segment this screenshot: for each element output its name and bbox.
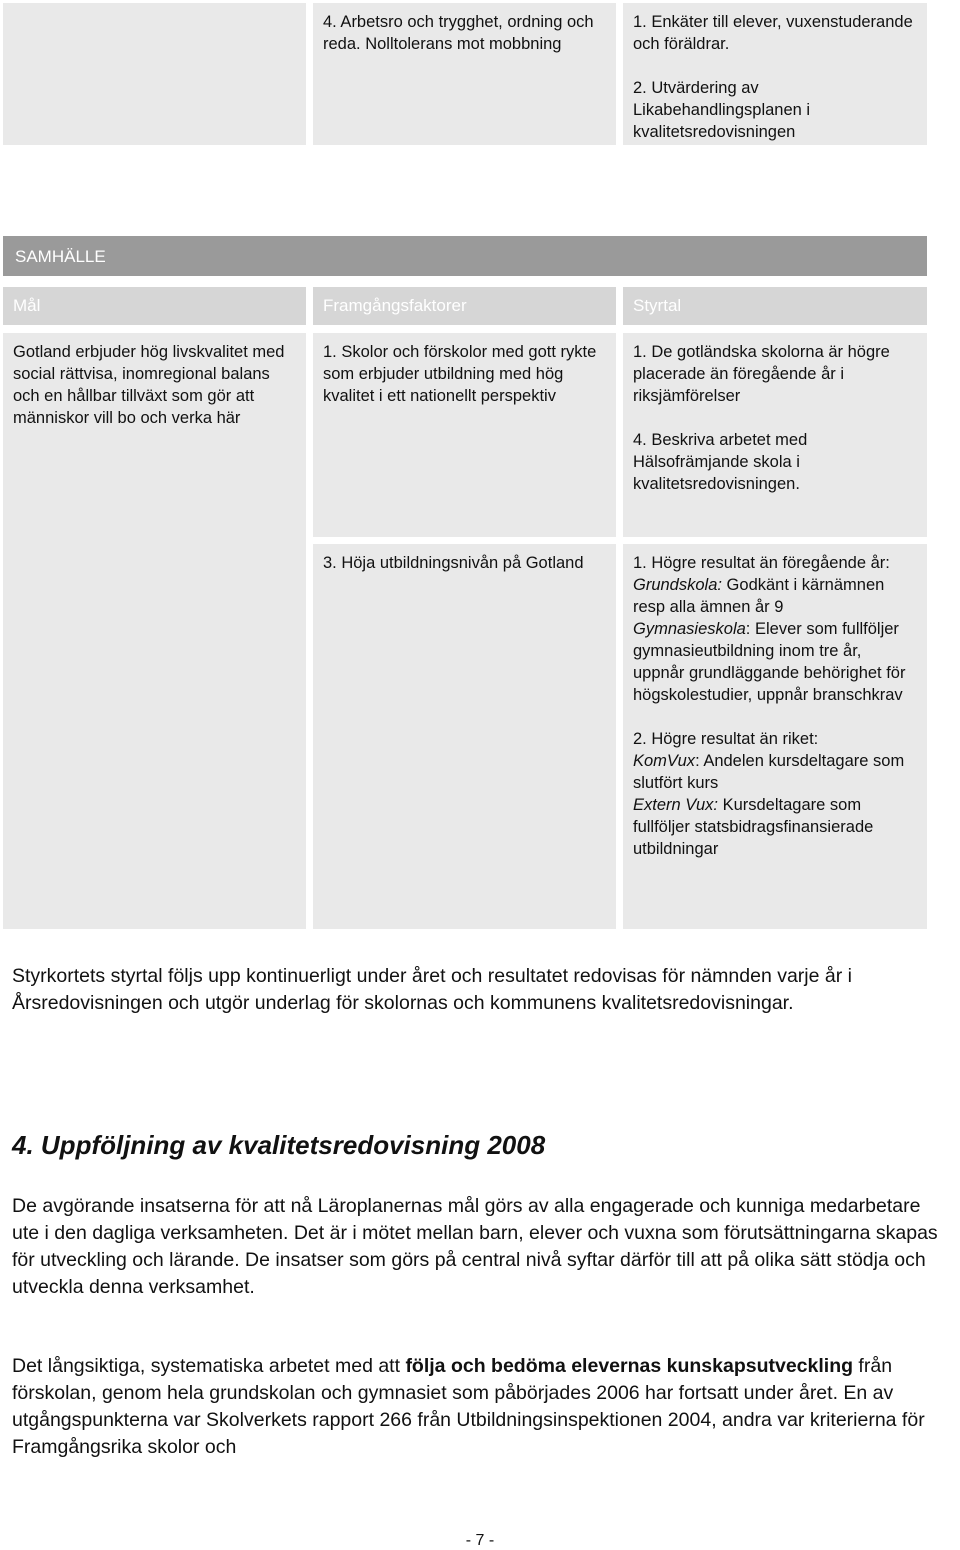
row2-s2-komvux-text: : Andelen kursdeltagare som slutfört kurs (633, 752, 905, 792)
header-styrtal-label: Styrtal (633, 296, 682, 315)
header-mal-label: Mål (13, 296, 41, 315)
top-row-cell-3 (623, 3, 927, 145)
row2-s1-gymnasieskola-text: : Elever som fullföljer gymnasieutbildning inom tre år, uppnår grundläggande behörighet för högskolestudier, uppnår branschkrav (633, 620, 906, 704)
row2-styrtal-cell (623, 544, 927, 929)
row1-styrtal-cell (623, 333, 927, 537)
row1-styrtal-1: 1. De gotländska skolorna är högre placerade än föregående år i riksjämförelser (633, 343, 890, 405)
row2-s1-title: 1. Högre resultat än föregående år: (633, 554, 890, 572)
section-bar-samhalle (3, 236, 927, 276)
header-framgang-label: Framgångsfaktorer (323, 296, 467, 315)
row2-s1-grundskola (633, 574, 917, 618)
top-row-styrtal-1: 1. Enkäter till elever, vuxenstuderande och föräldrar. (633, 13, 913, 53)
paragraph-styrkort (12, 963, 952, 1017)
section-4-heading: 4. Uppföljning av kvalitetsredovisning 2008 (12, 1130, 546, 1160)
row2-s2-externvux (633, 794, 917, 860)
paragraph-insatser-text: De avgörande insatserna för att nå Läroplanernas mål görs av alla engagerade och kunniga medarbetare ute i den dagliga verksamheten. Det är i mötet mellan barn, elever och vuxna som förutsättningarna skapas för utveckling och lärande. De insatser som görs på central nivå syftar därför till att på olika sätt stödja och utveckla denna verksamhet. (12, 1195, 938, 1298)
row2-s2-externvux-text: Kursdeltagare som fullföljer statsbidragsfinansierade utbildningar (633, 796, 874, 858)
row1-factor-cell (313, 333, 616, 537)
row1-styrtal-2: 4. Beskriva arbetet med Hälsofrämjande skola i kvalitetsredovisningen. (633, 431, 808, 493)
row2-s2-komvux (633, 750, 917, 794)
paragraph-insatser (12, 1193, 952, 1301)
paragraph-langsiktiga-bold: följa och bedöma elevernas kunskapsutveckling (405, 1355, 854, 1377)
section-bar-label: SAMHÄLLE (15, 247, 106, 266)
row2-s2-title: 2. Högre resultat än riket: (633, 730, 819, 748)
paragraph-langsiktiga (12, 1353, 952, 1461)
row1-factor-text: 1. Skolor och förskolor med gott rykte som erbjuder utbildning med hög kvalitet i ett nationellt perspektiv (323, 343, 597, 405)
header-mal (3, 287, 306, 325)
row2-s2-komvux-label: KomVux (633, 752, 696, 770)
row2-s1-gymnasieskola-label: Gymnasieskola (633, 620, 746, 638)
row2-s1-gymnasieskola (633, 618, 917, 706)
row2-factor-text: 3. Höja utbildningsnivån på Gotland (323, 554, 584, 572)
top-row-factor-text: 4. Arbetsro och trygghet, ordning och reda. Nolltolerans mot mobbning (323, 13, 594, 53)
top-row-cell-2 (313, 3, 616, 145)
paragraph-langsiktiga-part2: från förskolan, genom hela grundskolan och gymnasiet som påbörjades 2006 har fortsatt under året. En av utgångspunkterna var Skolverkets rapport 266 från Utbildningsinspektionen 2004, andra var kriterierna för Framgångsrika skolor och (12, 1355, 925, 1458)
row2-factor-cell (313, 544, 616, 929)
top-row-cell-1 (3, 3, 306, 145)
header-styrtal (623, 287, 927, 325)
row2-s1-grundskola-label: Grundskola: (633, 576, 722, 594)
row2-s1-grundskola-text: Godkänt i kärnämnen resp alla ämnen år 9 (633, 576, 885, 616)
top-row-styrtal-2: 2. Utvärdering av Likabehandlingsplanen i kvalitetsredovisningen (633, 79, 811, 141)
goal-cell (3, 333, 306, 929)
paragraph-styrkort-text: Styrkortets styrtal följs upp kontinuerligt under året och resultatet redovisas för nämnden varje år i Årsredovisningen och utgör underlag för skolornas och kommunens kvalitetsredovisningar. (12, 965, 852, 1014)
page-number: - 7 - (465, 1532, 495, 1549)
paragraph-langsiktiga-text (12, 1353, 952, 1461)
goal-text: Gotland erbjuder hög livskvalitet med social rättvisa, inomregional balans och en hållbar tillväxt som gör att människor vill bo och verka här (13, 343, 285, 427)
paragraph-langsiktiga-part1: Det långsiktiga, systematiska arbetet med att (12, 1355, 406, 1377)
header-framgangsfaktorer (313, 287, 616, 325)
row2-s2-externvux-label: Extern Vux: (633, 796, 718, 814)
